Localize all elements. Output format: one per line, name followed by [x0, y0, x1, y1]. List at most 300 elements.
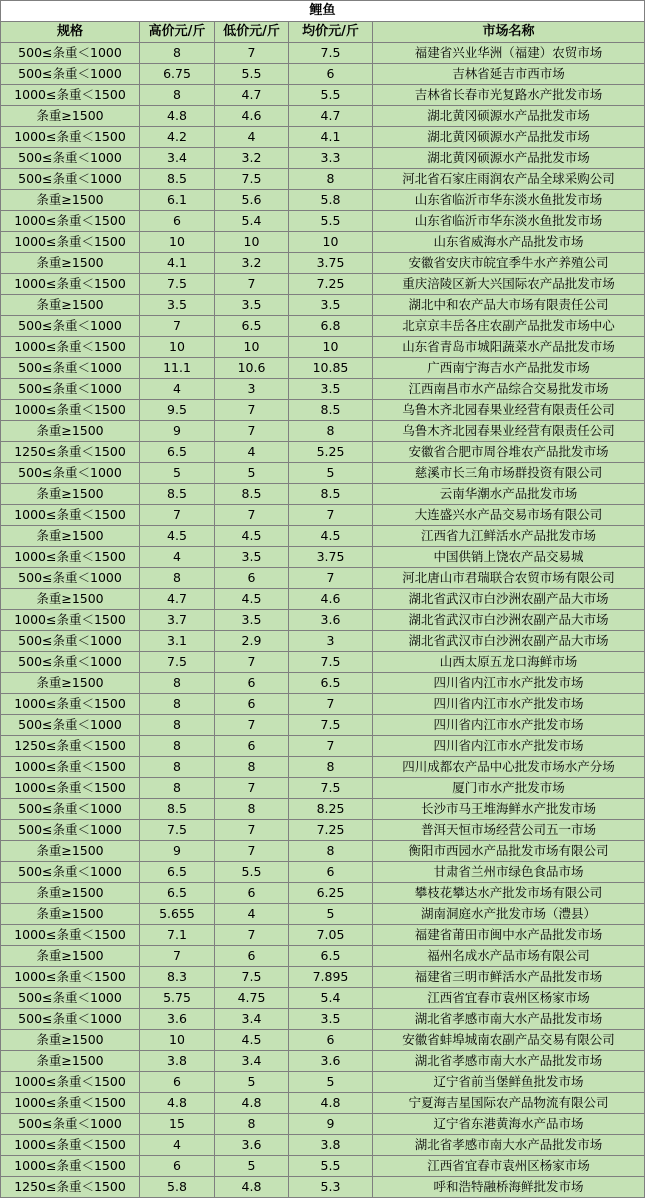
cell-spec: 1000≤条重＜1500	[1, 757, 140, 778]
cell-avg-price: 3.8	[289, 1135, 373, 1156]
cell-market-name: 山东省临沂市华东淡水鱼批发市场	[373, 211, 645, 232]
cell-low-price: 4.8	[215, 1177, 289, 1198]
table-row	[1, 631, 645, 652]
cell-market-name: 江西省九江鲜活水产品批发市场	[373, 526, 645, 547]
table-row	[1, 1030, 645, 1051]
cell-low-price: 6	[215, 883, 289, 904]
cell-low-price: 5.6	[215, 190, 289, 211]
cell-high-price: 8	[140, 757, 215, 778]
cell-spec: 500≤条重＜1000	[1, 43, 140, 64]
table-row	[1, 358, 645, 379]
table-row	[1, 484, 645, 505]
cell-low-price: 3	[215, 379, 289, 400]
cell-spec: 500≤条重＜1000	[1, 1114, 140, 1135]
table-row	[1, 148, 645, 169]
cell-high-price: 4	[140, 1135, 215, 1156]
cell-avg-price: 5.4	[289, 988, 373, 1009]
table-row	[1, 820, 645, 841]
cell-market-name: 湖北省孝感市南大水产品批发市场	[373, 1135, 645, 1156]
table-row	[1, 400, 645, 421]
cell-high-price: 4.1	[140, 253, 215, 274]
cell-high-price: 6	[140, 211, 215, 232]
cell-market-name: 湖北省武汉市白沙洲农副产品大市场	[373, 631, 645, 652]
cell-high-price: 8.3	[140, 967, 215, 988]
cell-avg-price: 6	[289, 1030, 373, 1051]
cell-spec: 条重≥1500	[1, 190, 140, 211]
cell-market-name: 湖北省武汉市白沙洲农副产品大市场	[373, 610, 645, 631]
cell-spec: 1000≤条重＜1500	[1, 127, 140, 148]
cell-market-name: 安徽省合肥市周谷堆农产品批发市场	[373, 442, 645, 463]
cell-high-price: 10	[140, 1030, 215, 1051]
cell-low-price: 4.5	[215, 1030, 289, 1051]
cell-avg-price: 4.5	[289, 526, 373, 547]
table-row	[1, 232, 645, 253]
cell-market-name: 湖北黄冈硕源水产品批发市场	[373, 148, 645, 169]
table-row	[1, 967, 645, 988]
table-row	[1, 316, 645, 337]
cell-market-name: 江西南昌市水产品综合交易批发市场	[373, 379, 645, 400]
cell-spec: 1000≤条重＜1500	[1, 1093, 140, 1114]
cell-avg-price: 3.5	[289, 1009, 373, 1030]
table-row	[1, 379, 645, 400]
cell-avg-price: 10	[289, 232, 373, 253]
table-row	[1, 190, 645, 211]
cell-spec: 500≤条重＜1000	[1, 568, 140, 589]
cell-spec: 1000≤条重＜1500	[1, 1072, 140, 1093]
cell-avg-price: 5.5	[289, 85, 373, 106]
cell-market-name: 山东省青岛市城阳蔬菜水产品批发市场	[373, 337, 645, 358]
cell-low-price: 7	[215, 841, 289, 862]
cell-high-price: 7	[140, 505, 215, 526]
cell-high-price: 3.8	[140, 1051, 215, 1072]
cell-avg-price: 8	[289, 757, 373, 778]
cell-high-price: 11.1	[140, 358, 215, 379]
cell-spec: 500≤条重＜1000	[1, 652, 140, 673]
cell-low-price: 5.5	[215, 64, 289, 85]
cell-spec: 1000≤条重＜1500	[1, 211, 140, 232]
cell-spec: 1000≤条重＜1500	[1, 610, 140, 631]
cell-low-price: 6	[215, 568, 289, 589]
cell-low-price: 4	[215, 904, 289, 925]
cell-spec: 条重≥1500	[1, 589, 140, 610]
cell-avg-price: 3.6	[289, 610, 373, 631]
cell-spec: 500≤条重＜1000	[1, 169, 140, 190]
cell-avg-price: 6	[289, 64, 373, 85]
cell-high-price: 8	[140, 736, 215, 757]
cell-avg-price: 7.5	[289, 652, 373, 673]
table-row	[1, 1093, 645, 1114]
cell-high-price: 3.1	[140, 631, 215, 652]
cell-avg-price: 5.5	[289, 211, 373, 232]
cell-avg-price: 10	[289, 337, 373, 358]
cell-high-price: 8.5	[140, 484, 215, 505]
cell-spec: 500≤条重＜1000	[1, 988, 140, 1009]
cell-market-name: 山西太原五龙口海鲜市场	[373, 652, 645, 673]
cell-market-name: 江西省宜春市袁州区杨家市场	[373, 1156, 645, 1177]
cell-market-name: 普洱天恒市场经营公司五一市场	[373, 820, 645, 841]
table-row	[1, 211, 645, 232]
cell-high-price: 5.75	[140, 988, 215, 1009]
cell-avg-price: 3.5	[289, 379, 373, 400]
cell-high-price: 9.5	[140, 400, 215, 421]
cell-low-price: 6	[215, 694, 289, 715]
cell-spec: 500≤条重＜1000	[1, 1009, 140, 1030]
cell-avg-price: 3	[289, 631, 373, 652]
header-avg-price: 均价元/斤	[289, 22, 373, 43]
cell-low-price: 4.7	[215, 85, 289, 106]
cell-market-name: 福州名成水产品市场有限公司	[373, 946, 645, 967]
cell-high-price: 6.5	[140, 862, 215, 883]
cell-spec: 1250≤条重＜1500	[1, 1177, 140, 1198]
cell-spec: 条重≥1500	[1, 526, 140, 547]
table-header-row	[1, 22, 645, 43]
cell-high-price: 4.8	[140, 1093, 215, 1114]
table-row	[1, 1114, 645, 1135]
cell-market-name: 广西南宁海吉水产品批发市场	[373, 358, 645, 379]
cell-avg-price: 7	[289, 736, 373, 757]
cell-low-price: 4.8	[215, 1093, 289, 1114]
table-title-row	[1, 1, 645, 22]
table-row	[1, 547, 645, 568]
cell-spec: 1000≤条重＜1500	[1, 1156, 140, 1177]
cell-spec: 1250≤条重＜1500	[1, 442, 140, 463]
table-row	[1, 673, 645, 694]
table-row	[1, 1177, 645, 1198]
cell-spec: 1000≤条重＜1500	[1, 232, 140, 253]
cell-spec: 500≤条重＜1000	[1, 379, 140, 400]
table-row	[1, 736, 645, 757]
cell-high-price: 7.5	[140, 274, 215, 295]
table-title: 鲤鱼	[1, 1, 645, 22]
cell-low-price: 4.5	[215, 589, 289, 610]
cell-low-price: 7	[215, 925, 289, 946]
cell-avg-price: 7.5	[289, 43, 373, 64]
cell-spec: 1000≤条重＜1500	[1, 400, 140, 421]
cell-spec: 条重≥1500	[1, 946, 140, 967]
table-row	[1, 526, 645, 547]
cell-market-name: 乌鲁木齐北园春果业经营有限责任公司	[373, 421, 645, 442]
table-row	[1, 988, 645, 1009]
cell-market-name: 湖北省孝感市南大水产品批发市场	[373, 1051, 645, 1072]
cell-high-price: 4	[140, 379, 215, 400]
table-row	[1, 589, 645, 610]
table-row	[1, 337, 645, 358]
cell-avg-price: 6.5	[289, 673, 373, 694]
cell-low-price: 5	[215, 463, 289, 484]
cell-market-name: 慈溪市长三角市场群投资有限公司	[373, 463, 645, 484]
cell-market-name: 北京京丰岳各庄农副产品批发市场中心	[373, 316, 645, 337]
cell-spec: 500≤条重＜1000	[1, 799, 140, 820]
cell-spec: 1000≤条重＜1500	[1, 547, 140, 568]
cell-high-price: 6.75	[140, 64, 215, 85]
cell-avg-price: 7.25	[289, 274, 373, 295]
cell-spec: 500≤条重＜1000	[1, 64, 140, 85]
cell-spec: 1000≤条重＜1500	[1, 694, 140, 715]
cell-high-price: 8.5	[140, 799, 215, 820]
cell-low-price: 4	[215, 442, 289, 463]
cell-avg-price: 7.5	[289, 715, 373, 736]
cell-high-price: 6	[140, 1072, 215, 1093]
table-row	[1, 169, 645, 190]
table-body	[1, 43, 645, 1198]
table-row	[1, 925, 645, 946]
table-row	[1, 841, 645, 862]
cell-avg-price: 3.75	[289, 547, 373, 568]
cell-market-name: 江西省宜春市袁州区杨家市场	[373, 988, 645, 1009]
cell-market-name: 甘肃省兰州市绿色食品市场	[373, 862, 645, 883]
cell-market-name: 中国供销上饶农产品交易城	[373, 547, 645, 568]
table-row	[1, 421, 645, 442]
cell-market-name: 安徽省安庆市皖宜季牛水产养殖公司	[373, 253, 645, 274]
cell-low-price: 3.5	[215, 610, 289, 631]
cell-avg-price: 7	[289, 694, 373, 715]
table-row	[1, 505, 645, 526]
cell-high-price: 5	[140, 463, 215, 484]
cell-market-name: 宁夏海吉星国际农产品物流有限公司	[373, 1093, 645, 1114]
cell-low-price: 7	[215, 43, 289, 64]
cell-low-price: 7.5	[215, 967, 289, 988]
cell-high-price: 6.5	[140, 883, 215, 904]
cell-avg-price: 8.5	[289, 400, 373, 421]
cell-spec: 1000≤条重＜1500	[1, 967, 140, 988]
cell-high-price: 9	[140, 841, 215, 862]
cell-low-price: 4.5	[215, 526, 289, 547]
cell-spec: 条重≥1500	[1, 883, 140, 904]
cell-low-price: 7	[215, 778, 289, 799]
cell-high-price: 8	[140, 568, 215, 589]
cell-avg-price: 7	[289, 568, 373, 589]
table-row	[1, 43, 645, 64]
cell-high-price: 7.1	[140, 925, 215, 946]
cell-low-price: 6	[215, 946, 289, 967]
cell-avg-price: 7.5	[289, 778, 373, 799]
table-row	[1, 1051, 645, 1072]
cell-high-price: 3.4	[140, 148, 215, 169]
cell-spec: 条重≥1500	[1, 904, 140, 925]
cell-market-name: 四川省内江市水产批发市场	[373, 736, 645, 757]
cell-high-price: 4.8	[140, 106, 215, 127]
cell-market-name: 云南华潮水产品批发市场	[373, 484, 645, 505]
cell-low-price: 3.5	[215, 547, 289, 568]
header-low-price: 低价元/斤	[215, 22, 289, 43]
cell-spec: 500≤条重＜1000	[1, 316, 140, 337]
cell-high-price: 8	[140, 85, 215, 106]
cell-avg-price: 7.895	[289, 967, 373, 988]
cell-spec: 1000≤条重＜1500	[1, 1135, 140, 1156]
cell-high-price: 10	[140, 337, 215, 358]
cell-high-price: 8	[140, 715, 215, 736]
cell-high-price: 4.5	[140, 526, 215, 547]
cell-avg-price: 7.25	[289, 820, 373, 841]
cell-spec: 1000≤条重＜1500	[1, 274, 140, 295]
cell-low-price: 7	[215, 505, 289, 526]
cell-market-name: 四川省内江市水产批发市场	[373, 694, 645, 715]
cell-low-price: 8.5	[215, 484, 289, 505]
table-row	[1, 64, 645, 85]
cell-market-name: 辽宁省东港黄海水产品市场	[373, 1114, 645, 1135]
cell-low-price: 5	[215, 1156, 289, 1177]
cell-high-price: 3.7	[140, 610, 215, 631]
cell-spec: 500≤条重＜1000	[1, 463, 140, 484]
table-row	[1, 610, 645, 631]
cell-low-price: 4.6	[215, 106, 289, 127]
cell-low-price: 7.5	[215, 169, 289, 190]
cell-market-name: 河北省石家庄雨润农产品全球采购公司	[373, 169, 645, 190]
cell-avg-price: 6.8	[289, 316, 373, 337]
header-spec: 规格	[1, 22, 140, 43]
cell-avg-price: 5	[289, 1072, 373, 1093]
cell-avg-price: 4.6	[289, 589, 373, 610]
cell-market-name: 湖北中和农产品大市场有限责任公司	[373, 295, 645, 316]
cell-market-name: 河北唐山市君瑞联合农贸市场有限公司	[373, 568, 645, 589]
cell-avg-price: 9	[289, 1114, 373, 1135]
cell-low-price: 3.4	[215, 1009, 289, 1030]
cell-low-price: 8	[215, 799, 289, 820]
cell-high-price: 7	[140, 946, 215, 967]
cell-market-name: 山东省威海水产品批发市场	[373, 232, 645, 253]
cell-avg-price: 5	[289, 463, 373, 484]
cell-high-price: 15	[140, 1114, 215, 1135]
cell-market-name: 四川省内江市水产批发市场	[373, 715, 645, 736]
table-row	[1, 799, 645, 820]
cell-low-price: 8	[215, 757, 289, 778]
cell-market-name: 四川成都农产品中心批发市场水产分场	[373, 757, 645, 778]
table-row	[1, 1135, 645, 1156]
cell-spec: 1000≤条重＜1500	[1, 778, 140, 799]
cell-market-name: 攀枝花攀达水产批发市场有限公司	[373, 883, 645, 904]
table-row	[1, 1072, 645, 1093]
cell-low-price: 10.6	[215, 358, 289, 379]
cell-spec: 1000≤条重＜1500	[1, 85, 140, 106]
cell-market-name: 长沙市马王堆海鲜水产批发市场	[373, 799, 645, 820]
table-row	[1, 715, 645, 736]
cell-spec: 500≤条重＜1000	[1, 862, 140, 883]
cell-high-price: 6	[140, 1156, 215, 1177]
cell-high-price: 4.7	[140, 589, 215, 610]
header-market-name: 市场名称	[373, 22, 645, 43]
cell-spec: 500≤条重＜1000	[1, 148, 140, 169]
table-row	[1, 778, 645, 799]
cell-market-name: 大连盛兴水产品交易市场有限公司	[373, 505, 645, 526]
table-row	[1, 694, 645, 715]
cell-high-price: 6.5	[140, 442, 215, 463]
table-row	[1, 862, 645, 883]
table-row	[1, 463, 645, 484]
table-row	[1, 295, 645, 316]
cell-market-name: 湖北省孝感市南大水产品批发市场	[373, 1009, 645, 1030]
cell-low-price: 6	[215, 673, 289, 694]
cell-market-name: 湖北省武汉市白沙洲农副产品大市场	[373, 589, 645, 610]
cell-low-price: 4	[215, 127, 289, 148]
cell-high-price: 3.6	[140, 1009, 215, 1030]
cell-market-name: 安徽省蚌埠城南农副产品交易有限公司	[373, 1030, 645, 1051]
table-row	[1, 85, 645, 106]
cell-high-price: 4.2	[140, 127, 215, 148]
cell-low-price: 7	[215, 421, 289, 442]
cell-avg-price: 10.85	[289, 358, 373, 379]
cell-market-name: 呼和浩特融桥海鲜批发市场	[373, 1177, 645, 1198]
cell-avg-price: 3.3	[289, 148, 373, 169]
cell-market-name: 湖北黄冈硕源水产品批发市场	[373, 106, 645, 127]
cell-avg-price: 8	[289, 421, 373, 442]
cell-high-price: 8	[140, 43, 215, 64]
cell-low-price: 3.5	[215, 295, 289, 316]
cell-avg-price: 5.3	[289, 1177, 373, 1198]
cell-spec: 1000≤条重＜1500	[1, 505, 140, 526]
cell-high-price: 7.5	[140, 652, 215, 673]
table-row	[1, 127, 645, 148]
cell-market-name: 重庆涪陵区新大兴国际农产品批发市场	[373, 274, 645, 295]
cell-market-name: 乌鲁木齐北园春果业经营有限责任公司	[373, 400, 645, 421]
table-row	[1, 883, 645, 904]
cell-market-name: 吉林省长春市光复路水产批发市场	[373, 85, 645, 106]
table-row	[1, 253, 645, 274]
cell-market-name: 山东省临沂市华东淡水鱼批发市场	[373, 190, 645, 211]
table-row	[1, 1009, 645, 1030]
cell-avg-price: 6.5	[289, 946, 373, 967]
cell-high-price: 8	[140, 778, 215, 799]
cell-high-price: 8	[140, 673, 215, 694]
cell-spec: 1000≤条重＜1500	[1, 337, 140, 358]
cell-low-price: 5.4	[215, 211, 289, 232]
cell-avg-price: 8.5	[289, 484, 373, 505]
cell-high-price: 7.5	[140, 820, 215, 841]
cell-low-price: 2.9	[215, 631, 289, 652]
cell-market-name: 福建省莆田市闽中水产品批发市场	[373, 925, 645, 946]
cell-low-price: 3.2	[215, 148, 289, 169]
cell-market-name: 福建省兴业华洲（福建）农贸市场	[373, 43, 645, 64]
cell-low-price: 5	[215, 1072, 289, 1093]
cell-low-price: 3.6	[215, 1135, 289, 1156]
cell-high-price: 8.5	[140, 169, 215, 190]
table-row	[1, 274, 645, 295]
cell-low-price: 6.5	[215, 316, 289, 337]
cell-high-price: 5.655	[140, 904, 215, 925]
cell-low-price: 3.4	[215, 1051, 289, 1072]
cell-avg-price: 5.8	[289, 190, 373, 211]
cell-high-price: 3.5	[140, 295, 215, 316]
cell-spec: 500≤条重＜1000	[1, 820, 140, 841]
cell-spec: 条重≥1500	[1, 1051, 140, 1072]
cell-high-price: 6.1	[140, 190, 215, 211]
table-row	[1, 757, 645, 778]
table-row	[1, 1156, 645, 1177]
cell-low-price: 7	[215, 274, 289, 295]
cell-market-name: 辽宁省前当堡鲜鱼批发市场	[373, 1072, 645, 1093]
cell-low-price: 7	[215, 400, 289, 421]
cell-low-price: 7	[215, 820, 289, 841]
cell-avg-price: 8.25	[289, 799, 373, 820]
cell-spec: 条重≥1500	[1, 421, 140, 442]
cell-spec: 500≤条重＜1000	[1, 358, 140, 379]
cell-avg-price: 4.1	[289, 127, 373, 148]
table-row	[1, 442, 645, 463]
cell-avg-price: 8	[289, 841, 373, 862]
header-high-price: 高价元/斤	[140, 22, 215, 43]
cell-low-price: 5.5	[215, 862, 289, 883]
cell-spec: 条重≥1500	[1, 673, 140, 694]
cell-market-name: 湖北黄冈硕源水产品批发市场	[373, 127, 645, 148]
table-row	[1, 568, 645, 589]
cell-spec: 条重≥1500	[1, 106, 140, 127]
cell-avg-price: 4.7	[289, 106, 373, 127]
cell-low-price: 7	[215, 652, 289, 673]
cell-low-price: 7	[215, 715, 289, 736]
cell-low-price: 3.2	[215, 253, 289, 274]
cell-spec: 条重≥1500	[1, 1030, 140, 1051]
cell-spec: 500≤条重＜1000	[1, 631, 140, 652]
cell-spec: 条重≥1500	[1, 484, 140, 505]
